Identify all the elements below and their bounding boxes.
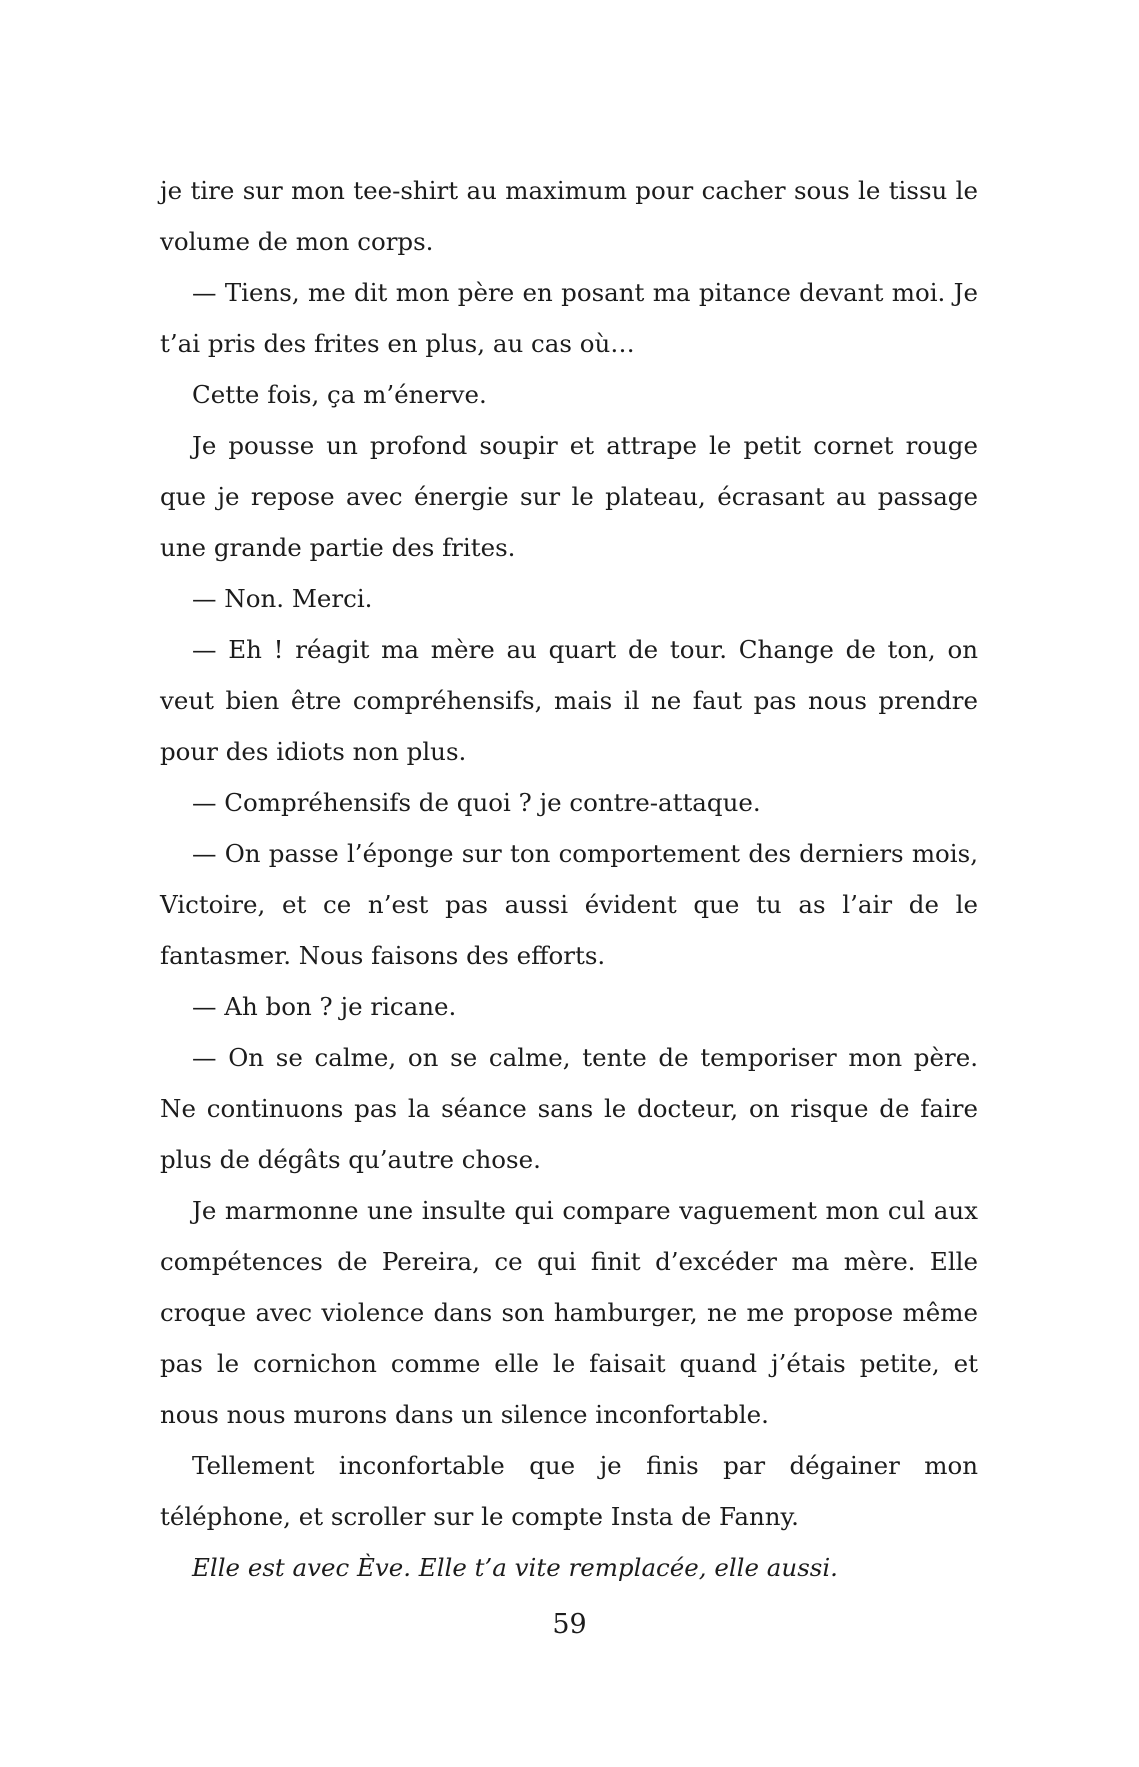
dialogue-line: — On se calme, on se calme, tente de temporiser mon père. Ne continuons pas la séance sans le docteur, on risque de faire plus de dégâts qu’autre chose.: [160, 1043, 978, 1174]
body-text: [160, 165, 978, 1593]
paragraph: Tellement inconfortable que je finis par dégainer mon téléphone, et scroller sur le compte Insta de Fanny.: [160, 1451, 978, 1531]
dialogue-line: — Ah bon ? je ricane.: [192, 992, 457, 1021]
italic-thought: Elle est avec Ève. Elle t’a vite remplacée, elle aussi.: [192, 1553, 838, 1582]
paragraph: Je marmonne une insulte qui compare vaguement mon cul aux compétences de Pereira, ce qui finit d’excéder ma mère. Elle croque avec violence dans son hamburger, ne me propose même pas le cornichon comme elle le faisait quand j’étais petite, et nous nous murons dans un silence inconfortable.: [160, 1196, 978, 1429]
dialogue-line: — Non. Merci.: [192, 584, 373, 613]
dialogue-line: — Eh ! réagit ma mère au quart de tour. Change de ton, on veut bien être compréhensifs, mais il ne faut pas nous prendre pour des idiots non plus.: [160, 635, 978, 766]
page-number: 59: [552, 1609, 587, 1640]
dialogue-line: — On passe l’éponge sur ton comportement des derniers mois, Victoire, et ce n’est pas aussi évident que tu as l’air de le fantasmer. Nous faisons des efforts.: [160, 839, 978, 970]
paragraph-continuation: je tire sur mon tee-shirt au maximum pour cacher sous le tissu le volume de mon corps.: [160, 176, 978, 256]
dialogue-line: — Compréhensifs de quoi ? je contre-attaque.: [192, 788, 761, 817]
dialogue-line: — Tiens, me dit mon père en posant ma pitance devant moi. Je t’ai pris des frites en plus, au cas où…: [160, 278, 978, 358]
paragraph: Cette fois, ça m’énerve.: [192, 380, 487, 409]
paragraph: Je pousse un profond soupir et attrape le petit cornet rouge que je repose avec énergie sur le plateau, écrasant au passage une grande partie des frites.: [160, 431, 978, 562]
